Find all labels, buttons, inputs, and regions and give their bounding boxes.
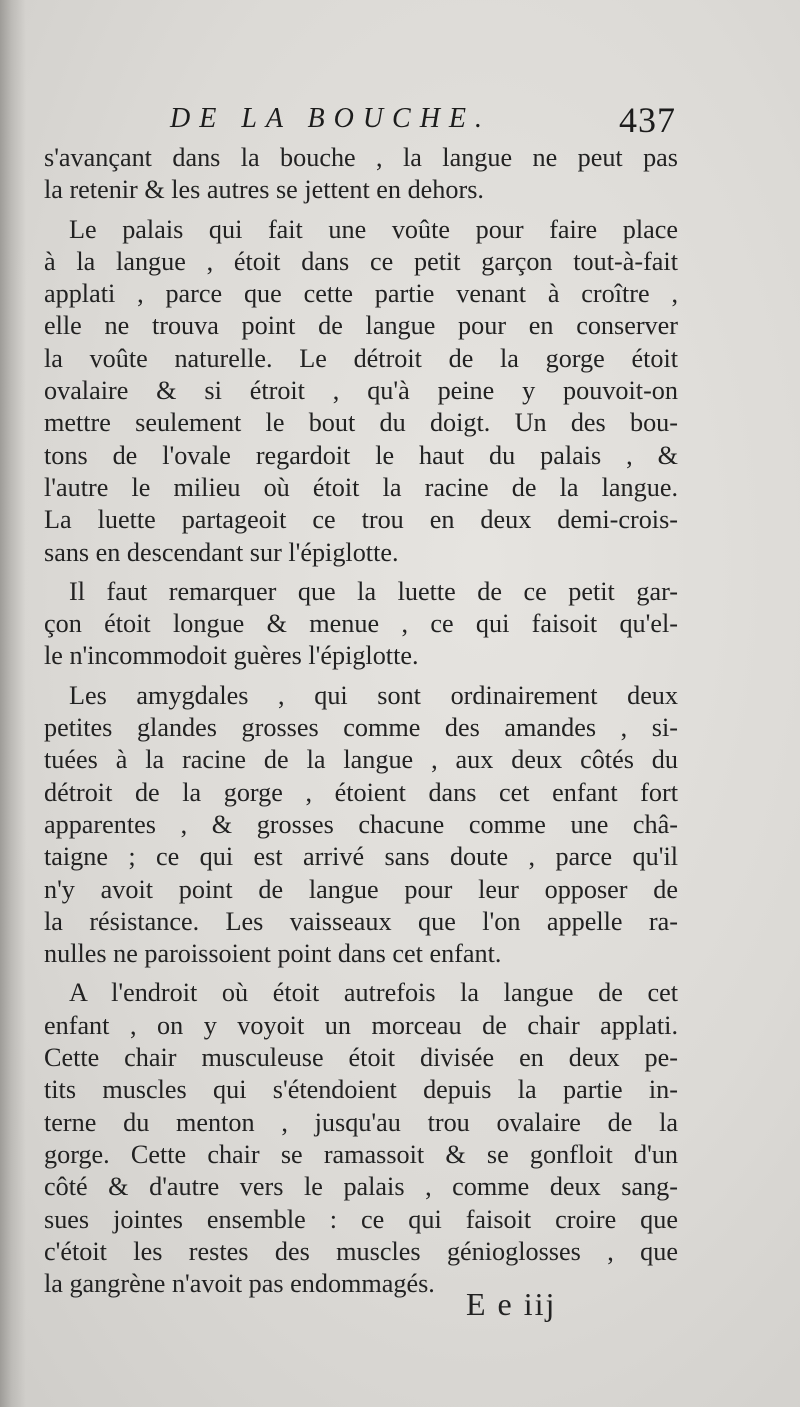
- text-line: tuées à la racine de la langue , aux deux côtés du: [44, 745, 678, 775]
- text-line: applati , parce que cette partie venant à croître ,: [44, 279, 678, 309]
- text-line: la gangrène n'avoit pas endommagés.: [44, 1269, 435, 1299]
- text-line: Les amygdales , qui sont ordinairement deux: [69, 680, 678, 710]
- text-line: gorge. Cette chair se ramassoit & se gonfloit d'un: [44, 1139, 678, 1169]
- paragraph-gap: [44, 207, 678, 214]
- text-line: apparentes , & grosses chacune comme une châ-: [44, 809, 678, 839]
- text-line: la résistance. Les vaisseaux que l'on appelle ra-: [44, 906, 678, 936]
- text-line: la retenir & les autres se jettent en dehors.: [44, 175, 484, 205]
- text-line: çon étoit longue & menue , ce qui faisoit qu'el-: [44, 609, 678, 639]
- text-line: mettre seulement le bout du doigt. Un des bou-: [44, 408, 678, 438]
- text-line: n'y avoit point de langue pour leur opposer de: [44, 874, 678, 904]
- text-line: l'autre le milieu où étoit la racine de la langue.: [44, 472, 678, 502]
- text-line: le n'incommodoit guères l'épiglotte.: [44, 641, 419, 671]
- paragraph-gap: [44, 673, 678, 680]
- text-line: sans en descendant sur l'épiglotte.: [44, 537, 399, 567]
- body-text: [44, 142, 678, 1300]
- paragraph-gap: [44, 569, 678, 576]
- text-line: Le palais qui fait une voûte pour faire place: [69, 214, 678, 244]
- paragraph-gap: [44, 970, 678, 977]
- text-line: petites glandes grosses comme des amandes , si-: [44, 713, 678, 743]
- text-line: s'avançant dans la bouche , la langue ne peut pas: [44, 143, 678, 172]
- text-line: ovalaire & si étroit , qu'à peine y pouvoit-on: [44, 376, 678, 406]
- text-line: côté & d'autre vers le palais , comme deux sang-: [44, 1172, 678, 1202]
- text-line: c'étoit les restes des muscles génioglosses , que: [44, 1236, 678, 1266]
- text-line: Cette chair musculeuse étoit divisée en deux pe-: [44, 1043, 678, 1073]
- text-line: tons de l'ovale regardoit le haut du palais , &: [44, 440, 678, 470]
- text-line: nulles ne paroissoient point dans cet enfant.: [44, 939, 502, 969]
- text-line: la voûte naturelle. Le détroit de la gorge étoit: [44, 343, 678, 373]
- signature-mark: E e iij: [466, 1286, 557, 1322]
- text-line: enfant , on y voyoit un morceau de chair applati.: [44, 1010, 678, 1040]
- text-line: tits muscles qui s'étendoient depuis la partie in-: [44, 1075, 678, 1105]
- running-title: DE LA BOUCHE.: [170, 103, 492, 134]
- text-line: A l'endroit où étoit autrefois la langue de cet: [69, 978, 678, 1008]
- page-gutter-shadow: [0, 0, 26, 1407]
- text-line: La luette partageoit ce trou en deux demi-crois-: [44, 505, 678, 535]
- text-line: à la langue , étoit dans ce petit garçon tout-à-fait: [44, 246, 678, 276]
- text-line: Il faut remarquer que la luette de ce petit gar-: [69, 576, 678, 606]
- text-line: sues jointes ensemble : ce qui faisoit croire que: [44, 1204, 678, 1234]
- page-number: 437: [619, 100, 676, 140]
- text-line: elle ne trouva point de langue pour en conserver: [44, 311, 678, 341]
- text-line: terne du menton , jusqu'au trou ovalaire de la: [44, 1107, 678, 1137]
- text-line: détroit de la gorge , étoient dans cet enfant fort: [44, 777, 678, 807]
- text-line: taigne ; ce qui est arrivé sans doute , parce qu'il: [44, 842, 678, 872]
